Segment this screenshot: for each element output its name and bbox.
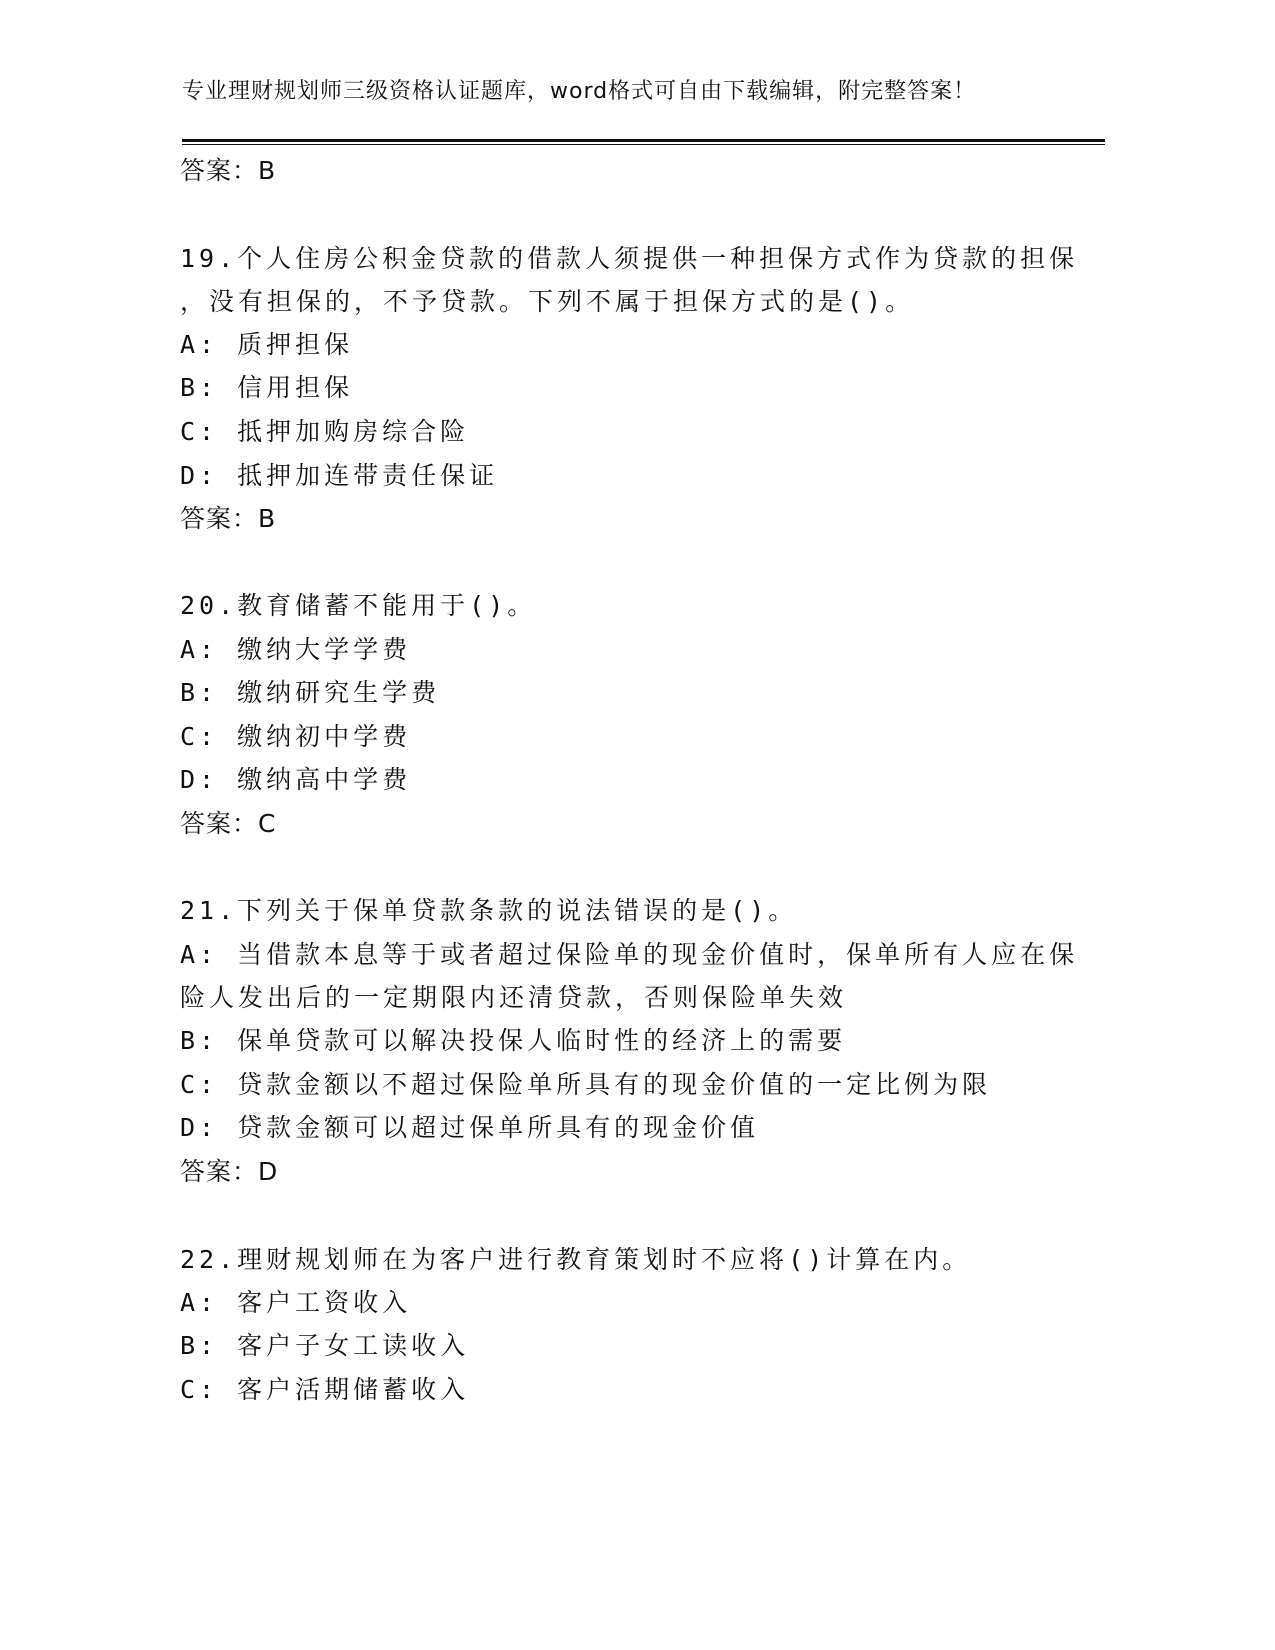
option-a-cont: 险人发出后的一定期限内还清贷款，否则保险单失效 <box>180 983 848 1012</box>
option-d: D: 贷款金额可以超过保单所具有的现金价值 <box>180 1113 760 1142</box>
option-b: B: 保单贷款可以解决投保人临时性的经济上的需要 <box>180 1026 847 1055</box>
question-stem: 19.个人住房公积金贷款的借款人须提供一种担保方式作为贷款的担保 <box>180 244 1079 273</box>
question-stem: 21.下列关于保单贷款条款的说法错误的是()。 <box>180 896 798 925</box>
answer-line: 答案：B <box>180 504 277 533</box>
option-c: C: 抵押加购房综合险 <box>180 417 470 446</box>
header-rule-thin <box>182 144 1105 145</box>
option-a: A: 缴纳大学学费 <box>180 635 412 664</box>
answer-line: 答案：D <box>180 1157 279 1186</box>
header-rule-thick <box>182 139 1105 142</box>
option-d: D: 缴纳高中学费 <box>180 765 412 794</box>
option-b: B: 客户子女工读收入 <box>180 1331 470 1360</box>
option-a: A: 当借款本息等于或者超过保险单的现金价值时，保单所有人应在保 <box>180 940 1079 969</box>
option-a: A: 客户工资收入 <box>180 1288 412 1317</box>
option-b: B: 信用担保 <box>180 373 354 402</box>
option-c: C: 贷款金额以不超过保险单所具有的现金价值的一定比例为限 <box>180 1070 992 1099</box>
answer-line: 答案：C <box>180 809 277 838</box>
option-a: A: 质押担保 <box>180 330 354 359</box>
header-title: 专业理财规划师三级资格认证题库，word格式可自由下载编辑，附完整答案！ <box>182 79 977 104</box>
question-stem-cont: ，没有担保的，不予贷款。下列不属于担保方式的是()。 <box>180 287 915 316</box>
option-c: C: 缴纳初中学费 <box>180 722 412 751</box>
option-c: C: 客户活期储蓄收入 <box>180 1375 470 1404</box>
question-stem: 20.教育储蓄不能用于()。 <box>180 591 537 620</box>
question-stem: 22.理财规划师在为客户进行教育策划时不应将()计算在内。 <box>180 1245 972 1274</box>
option-b: B: 缴纳研究生学费 <box>180 678 441 707</box>
answer-line: 答案：B <box>180 156 277 185</box>
option-d: D: 抵押加连带责任保证 <box>180 461 499 490</box>
